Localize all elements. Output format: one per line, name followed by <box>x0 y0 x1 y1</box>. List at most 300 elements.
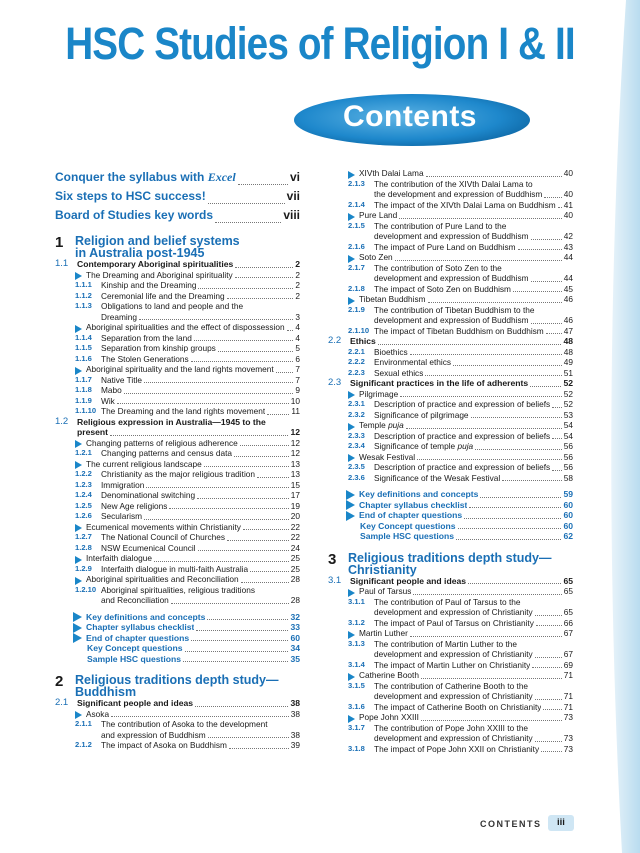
dot-leader <box>546 333 562 334</box>
dot-leader <box>453 365 562 366</box>
toc-subsection-row <box>328 681 573 692</box>
section-number: 2.3 <box>328 377 342 388</box>
chapter-title-line: Religious traditions depth study— <box>348 550 552 565</box>
dot-leader <box>198 550 289 551</box>
dot-leader <box>183 661 288 662</box>
toc-page-number: 56 <box>563 451 573 462</box>
topic-title: Pope John XXIII <box>359 712 419 722</box>
arrow-bullet-icon <box>73 633 82 643</box>
toc-topic-row <box>328 389 573 400</box>
section-number: 2.2 <box>328 335 342 346</box>
topic-title: Aboriginal spirituality and the land rights movement <box>86 364 274 374</box>
subsection-title: Obligations to land and people and the <box>101 301 244 311</box>
triangle-marker-icon <box>75 524 82 532</box>
spacer <box>55 664 300 670</box>
subsection-number: 3.1.7 <box>348 722 365 732</box>
subsection-number: 1.1.9 <box>75 395 92 405</box>
chapter-number: 2 <box>55 673 64 690</box>
dot-leader <box>215 222 281 223</box>
arrow-bullet-icon <box>346 511 355 521</box>
topic-title: The Dreaming and Aboriginal spirituality <box>86 269 233 280</box>
subsection-number: 3.1.5 <box>348 680 365 690</box>
chapter-title-line: Christianity <box>348 562 417 577</box>
subsection-title: Description of practice and expression of beliefs <box>374 462 551 472</box>
dot-leader <box>154 561 289 562</box>
triangle-marker-icon <box>348 391 355 399</box>
toc-subsection-row <box>55 406 300 417</box>
toc-feature-row <box>55 633 300 644</box>
triangle-marker-icon <box>75 556 82 564</box>
subsection-number: 1.1.10 <box>75 406 97 415</box>
chapter-title-line: Buddhism <box>75 685 137 699</box>
subsection-number: 2.1.5 <box>348 220 365 230</box>
front-matter-title: Board of Studies key words <box>55 208 214 222</box>
subsection-number: 1.1.3 <box>75 301 92 310</box>
subsection-title: Significance of pilgrimage <box>374 409 469 420</box>
subsection-title: The contribution of Paul of Tarsus to the <box>374 596 521 607</box>
subsection-title: and Reconciliation <box>101 595 169 605</box>
toc-page-number: 40 <box>563 168 573 178</box>
toc-topic-row <box>55 459 300 470</box>
subsection-number: 2.1.2 <box>75 740 92 749</box>
toc-topic-row <box>55 270 300 281</box>
chapter-number: 1 <box>55 234 64 251</box>
toc-section-row <box>328 576 573 587</box>
triangle-marker-icon <box>348 423 355 431</box>
dot-leader <box>535 615 562 616</box>
section-title: Significant people and ideas <box>77 698 194 708</box>
toc-subsection-row <box>55 585 300 596</box>
subsection-number: 2.1.7 <box>348 262 365 272</box>
dot-leader <box>428 302 562 303</box>
italic-term: puja <box>388 420 404 430</box>
subsection-number: 1.2.9 <box>75 563 92 573</box>
section-title: Significant people and ideas <box>350 575 467 586</box>
dot-leader <box>195 706 288 707</box>
section-title: Religious expression in Australia—1945 to the <box>77 416 266 427</box>
subsection-number: 2.1.6 <box>348 241 365 251</box>
dot-leader <box>531 281 562 282</box>
subsection-number: 1.2.10 <box>75 584 97 594</box>
toc-page-number: viii <box>283 208 300 222</box>
toc-feature-row <box>55 643 300 654</box>
dot-leader <box>535 657 562 658</box>
dot-leader <box>395 260 562 261</box>
toc-topic-row <box>55 709 300 720</box>
feature-title: End of chapter questions <box>359 510 463 520</box>
toc-page-number: 73 <box>563 733 573 743</box>
feature-title: Key definitions and concepts <box>86 611 206 622</box>
subsection-number: 2.2.2 <box>348 357 365 366</box>
toc-page-number: 41 <box>563 199 573 210</box>
toc-front-row <box>55 168 300 187</box>
triangle-marker-icon <box>75 577 82 585</box>
subsection-title: Sexual ethics <box>374 367 424 378</box>
toc-page-number: 47 <box>563 325 573 336</box>
triangle-marker-icon <box>75 461 82 469</box>
toc-page-number: 19 <box>290 500 300 511</box>
footer-label: CONTENTS <box>480 819 542 829</box>
dot-leader <box>543 709 561 710</box>
subsection-number: 2.3.5 <box>348 462 365 471</box>
dot-leader <box>552 470 562 471</box>
dot-leader <box>475 449 562 450</box>
toc-page-number: 5 <box>295 343 300 353</box>
front-matter-emphasis: Excel <box>207 170 236 184</box>
toc-subsection-row <box>328 702 573 713</box>
toc-feature-row <box>328 521 573 532</box>
feature-title: Key Concept questions <box>87 643 183 653</box>
dot-leader <box>406 428 562 429</box>
topic-title: Pilgrimage <box>359 388 399 399</box>
dot-leader <box>464 518 561 519</box>
dot-leader <box>410 636 562 637</box>
topic-title: Pure Land <box>359 210 398 220</box>
dot-leader <box>208 737 289 738</box>
topic-title: Soto Zen <box>359 252 393 262</box>
toc-topic-row <box>328 294 573 305</box>
subsection-title: The impact of Soto Zen on Buddhism <box>374 283 511 294</box>
feature-title: Chapter syllabus checklist <box>86 622 195 632</box>
toc-page-number: 13 <box>290 469 300 479</box>
toc-feature-row <box>55 622 300 633</box>
subsection-title: development and expression of Buddhism <box>374 315 529 325</box>
dot-leader <box>535 699 562 700</box>
toc-section-row <box>55 427 300 438</box>
spacer <box>55 225 300 231</box>
toc-subsection-row <box>328 189 573 200</box>
toc-subsection-row <box>55 501 300 512</box>
toc-subsection-row <box>55 396 300 407</box>
toc-section-row <box>55 698 300 709</box>
triangle-marker-icon <box>75 325 82 333</box>
toc-page-number: vii <box>286 189 300 203</box>
dot-leader <box>194 340 294 341</box>
toc-subsection-row <box>328 284 573 295</box>
subsection-number: 1.1.4 <box>75 332 92 342</box>
toc-subsection-row <box>328 347 573 358</box>
subsection-title: Description of practice and expression of beliefs <box>374 399 551 409</box>
subsection-number: 2.1.4 <box>348 199 365 209</box>
subsection-number: 3.1.4 <box>348 659 365 669</box>
dot-leader <box>552 438 562 439</box>
subsection-number: 3.1.6 <box>348 701 365 711</box>
dot-leader <box>208 203 285 204</box>
toc-page-number: 12 <box>290 427 300 437</box>
dot-leader <box>191 361 294 362</box>
subsection-title: Mabo <box>101 385 122 395</box>
toc-page-number: 51 <box>563 367 573 378</box>
dot-leader <box>287 330 294 331</box>
dot-leader <box>531 239 562 240</box>
toc-subsection-row <box>55 740 300 751</box>
subsection-title: The contribution of Pope John XXIII to the <box>374 722 529 733</box>
section-number: 2.1 <box>55 697 69 708</box>
subsection-title: The impact of Tibetan Buddhism on Buddhism <box>374 325 544 336</box>
toc-subsection-row <box>55 343 300 354</box>
page-number: iii <box>548 815 574 831</box>
chapter-title <box>348 552 551 576</box>
toc-page-number: 59 <box>563 489 573 499</box>
subsection-title: The Dreaming and the land rights movement <box>101 406 266 416</box>
subsection-title: The contribution of Tibetan Buddhism to the <box>374 304 535 315</box>
dot-leader <box>426 176 562 177</box>
dot-leader <box>552 407 562 408</box>
topic-title: Aboriginal spiritualities and the effect of dispossession <box>86 322 285 332</box>
dot-leader <box>117 403 289 404</box>
toc-subsection-row <box>328 691 573 702</box>
toc-page-number: 45 <box>563 283 573 294</box>
subsection-title: The impact of Asoka on Buddhism <box>101 740 227 750</box>
toc-page-number: 54 <box>563 430 573 441</box>
toc-page-number: 24 <box>290 542 300 553</box>
chapter-title-line: Religion and belief systems <box>75 234 240 248</box>
toc-feature-row <box>328 510 573 521</box>
toc-page-number: 38 <box>290 729 300 740</box>
dot-leader <box>469 507 561 508</box>
chapter-heading <box>328 552 573 576</box>
chapter-heading <box>55 674 300 698</box>
toc-page-number: 11 <box>291 406 300 416</box>
subsection-number: 1.2.6 <box>75 511 92 520</box>
subsection-number: 3.1.1 <box>348 596 365 606</box>
toc-feature-row <box>55 654 300 665</box>
toc-page-number: 69 <box>563 659 573 670</box>
toc-page-number: vi <box>289 170 300 184</box>
toc-page-number: 65 <box>563 607 573 617</box>
toc-topic-row <box>328 586 573 597</box>
section-title: present <box>77 427 109 437</box>
toc-page-number: 67 <box>563 628 573 638</box>
triangle-marker-icon <box>75 440 82 448</box>
topic-title: Interfaith dialogue <box>86 553 152 563</box>
toc-page-number: 3 <box>295 311 300 322</box>
subsection-title: The impact of Pure Land on Buddhism <box>374 241 516 252</box>
dot-leader <box>240 445 289 446</box>
subsection-title: Bioethics <box>374 346 408 357</box>
toc-subsection-row <box>328 597 573 608</box>
toc-topic-row <box>328 628 573 639</box>
subsection-number: 1.1.8 <box>75 385 92 394</box>
subsection-title: Secularism <box>101 511 143 521</box>
subsection-title: The contribution of Asoka to the development <box>101 719 268 729</box>
toc-page-number: 73 <box>563 712 573 722</box>
toc-page-number: 7 <box>295 374 300 385</box>
toc-page-number: 42 <box>563 231 573 241</box>
toc-page-number: 60 <box>563 499 573 510</box>
toc-page-number: 65 <box>563 575 573 586</box>
toc-subsection-row <box>328 441 573 452</box>
dot-leader <box>257 477 289 478</box>
toc-page-number: 65 <box>563 586 573 596</box>
toc-subsection-row <box>55 448 300 459</box>
dot-leader <box>456 539 561 540</box>
dot-leader <box>169 508 288 509</box>
toc-subsection-row <box>55 385 300 396</box>
toc-topic-row <box>55 553 300 564</box>
subsection-number: 1.1.6 <box>75 353 92 363</box>
subsection-number: 2.3.3 <box>348 430 365 440</box>
subsection-title: Significance of temple puja <box>374 441 474 451</box>
toc-subsection-row <box>55 564 300 575</box>
toc-page-number: 38 <box>290 698 300 708</box>
dot-leader <box>227 298 294 299</box>
spacer <box>328 542 573 548</box>
toc-subsection-row <box>55 490 300 501</box>
chapter-heading <box>55 235 300 259</box>
toc-page-number: 39 <box>290 740 300 750</box>
dot-leader <box>417 459 562 460</box>
toc-subsection-row <box>328 431 573 442</box>
arrow-bullet-icon <box>346 500 355 510</box>
toc-page-number: 54 <box>563 420 573 430</box>
subsection-number: 1.1.1 <box>75 280 92 289</box>
toc-subsection-row <box>55 312 300 323</box>
toc-topic-row <box>328 252 573 263</box>
topic-title: Paul of Tarsus <box>359 586 412 596</box>
toc-page-number: 56 <box>563 462 573 472</box>
toc-subsection-row <box>328 273 573 284</box>
toc-page-number: 48 <box>563 336 573 346</box>
toc-subsection-row <box>55 543 300 554</box>
subsection-title: The Stolen Generations <box>101 353 189 364</box>
dot-leader <box>399 218 561 219</box>
toc-topic-row <box>328 670 573 681</box>
section-number: 1.1 <box>55 258 69 269</box>
triangle-marker-icon <box>75 272 82 280</box>
dot-leader <box>218 351 294 352</box>
toc-subsection-row <box>328 473 573 484</box>
toc-page-number: 66 <box>563 617 573 628</box>
arrow-bullet-icon <box>346 490 355 500</box>
toc-right-column <box>328 168 573 754</box>
arrow-bullet-icon <box>73 623 82 633</box>
dot-leader <box>139 319 293 320</box>
toc-page-number: 4 <box>295 322 300 332</box>
toc-page-number: 2 <box>295 259 300 269</box>
toc-feature-row <box>328 489 573 500</box>
toc-page-number: 49 <box>563 357 573 367</box>
dot-leader <box>458 528 562 529</box>
feature-title: Sample HSC questions <box>360 531 455 541</box>
toc-topic-row <box>55 574 300 585</box>
toc-page-number: 48 <box>563 346 573 357</box>
subsection-number: 2.3.4 <box>348 441 365 450</box>
toc-page-number: 4 <box>295 332 300 343</box>
subsection-title: The impact of the XIVth Dalai Lama on Buddhism <box>374 199 556 210</box>
toc-subsection-row <box>55 480 300 491</box>
dot-leader <box>480 497 561 498</box>
toc-topic-row <box>55 364 300 375</box>
chapter-title <box>75 235 240 259</box>
dot-leader <box>518 249 562 250</box>
toc-feature-row <box>328 500 573 511</box>
section-title: Ethics <box>350 336 376 346</box>
subsection-title: The contribution of Pure Land to the <box>374 220 507 231</box>
subsection-number: 3.1.3 <box>348 638 365 648</box>
subsection-title: The impact of Catherine Booth on Christianity <box>374 701 542 712</box>
topic-title: Changing patterns of religious adherence <box>86 437 238 448</box>
toc-topic-row <box>328 452 573 463</box>
toc-subsection-row <box>328 660 573 671</box>
subsection-title: The impact of Pope John XXII on Christianity <box>374 743 540 754</box>
subsection-title: Dreaming <box>101 311 137 322</box>
dot-leader <box>471 417 562 418</box>
dot-leader <box>421 720 562 721</box>
toc-subsection-row <box>328 200 573 211</box>
topic-title: Asoka <box>86 708 110 719</box>
topic-title: The current religious landscape <box>86 458 202 469</box>
toc-subsection-row <box>55 730 300 741</box>
toc-subsection-row <box>328 263 573 274</box>
subsection-number: 1.2.5 <box>75 500 92 510</box>
triangle-marker-icon <box>348 213 355 221</box>
toc-page-number: 15 <box>290 479 300 490</box>
toc-subsection-row <box>328 399 573 410</box>
dot-leader <box>536 625 562 626</box>
dot-leader <box>531 323 562 324</box>
toc-page-number: 58 <box>563 472 573 483</box>
toc-page-number: 53 <box>563 409 573 420</box>
subsection-title: The contribution of Soto Zen to the <box>374 262 502 273</box>
toc-section-row <box>328 378 573 389</box>
toc-page-number: 12 <box>290 437 300 448</box>
toc-page-number: 60 <box>563 510 573 520</box>
dot-leader <box>250 571 289 572</box>
subsection-title: The contribution of the XIVth Dalai Lama to <box>374 178 533 189</box>
triangle-marker-icon <box>348 673 355 681</box>
toc-page-number: 44 <box>563 273 573 283</box>
toc-subsection-row <box>55 354 300 365</box>
toc-subsection-row <box>328 462 573 473</box>
toc-topic-row <box>328 420 573 431</box>
toc-page-number: 73 <box>563 743 573 754</box>
topic-title: Temple puja <box>359 420 404 430</box>
toc-page-number: 52 <box>563 378 573 388</box>
toc-topic-row <box>55 522 300 533</box>
dot-leader <box>229 748 289 749</box>
subsection-title: The impact of Paul of Tarsus on Christianity <box>374 617 534 628</box>
toc-page-number: 7 <box>295 364 300 374</box>
dot-leader <box>532 667 561 668</box>
toc-page-number: 33 <box>290 622 300 632</box>
toc-page-number: 9 <box>295 385 300 395</box>
triangle-marker-icon <box>348 715 355 723</box>
subsection-number: 2.1.3 <box>348 178 365 188</box>
subsection-title: NSW Ecumenical Council <box>101 542 196 553</box>
subsection-title: Separation from the land <box>101 332 192 343</box>
subsection-number: 2.3.1 <box>348 399 365 408</box>
toc-page-number: 46 <box>563 294 573 304</box>
subsection-number: 2.3.2 <box>348 409 365 419</box>
dot-leader <box>124 393 294 394</box>
italic-term: puja <box>457 441 474 451</box>
toc-subsection-row <box>55 291 300 302</box>
subsection-number: 1.2.2 <box>75 469 92 478</box>
feature-title: End of chapter questions <box>86 632 190 643</box>
toc-subsection-row <box>55 532 300 543</box>
subsection-number: 2.1.1 <box>75 719 92 728</box>
dot-leader <box>146 487 288 488</box>
toc-page-number: 44 <box>563 252 573 262</box>
dot-leader <box>196 630 288 631</box>
subsection-title: New Age religions <box>101 500 168 511</box>
dot-leader <box>235 277 294 278</box>
toc-subsection-row <box>328 618 573 629</box>
subsection-number: 3.1.2 <box>348 617 365 627</box>
topic-title: Wesak Festival <box>359 451 416 462</box>
subsection-title: the development and expression of Buddhism <box>374 189 543 199</box>
